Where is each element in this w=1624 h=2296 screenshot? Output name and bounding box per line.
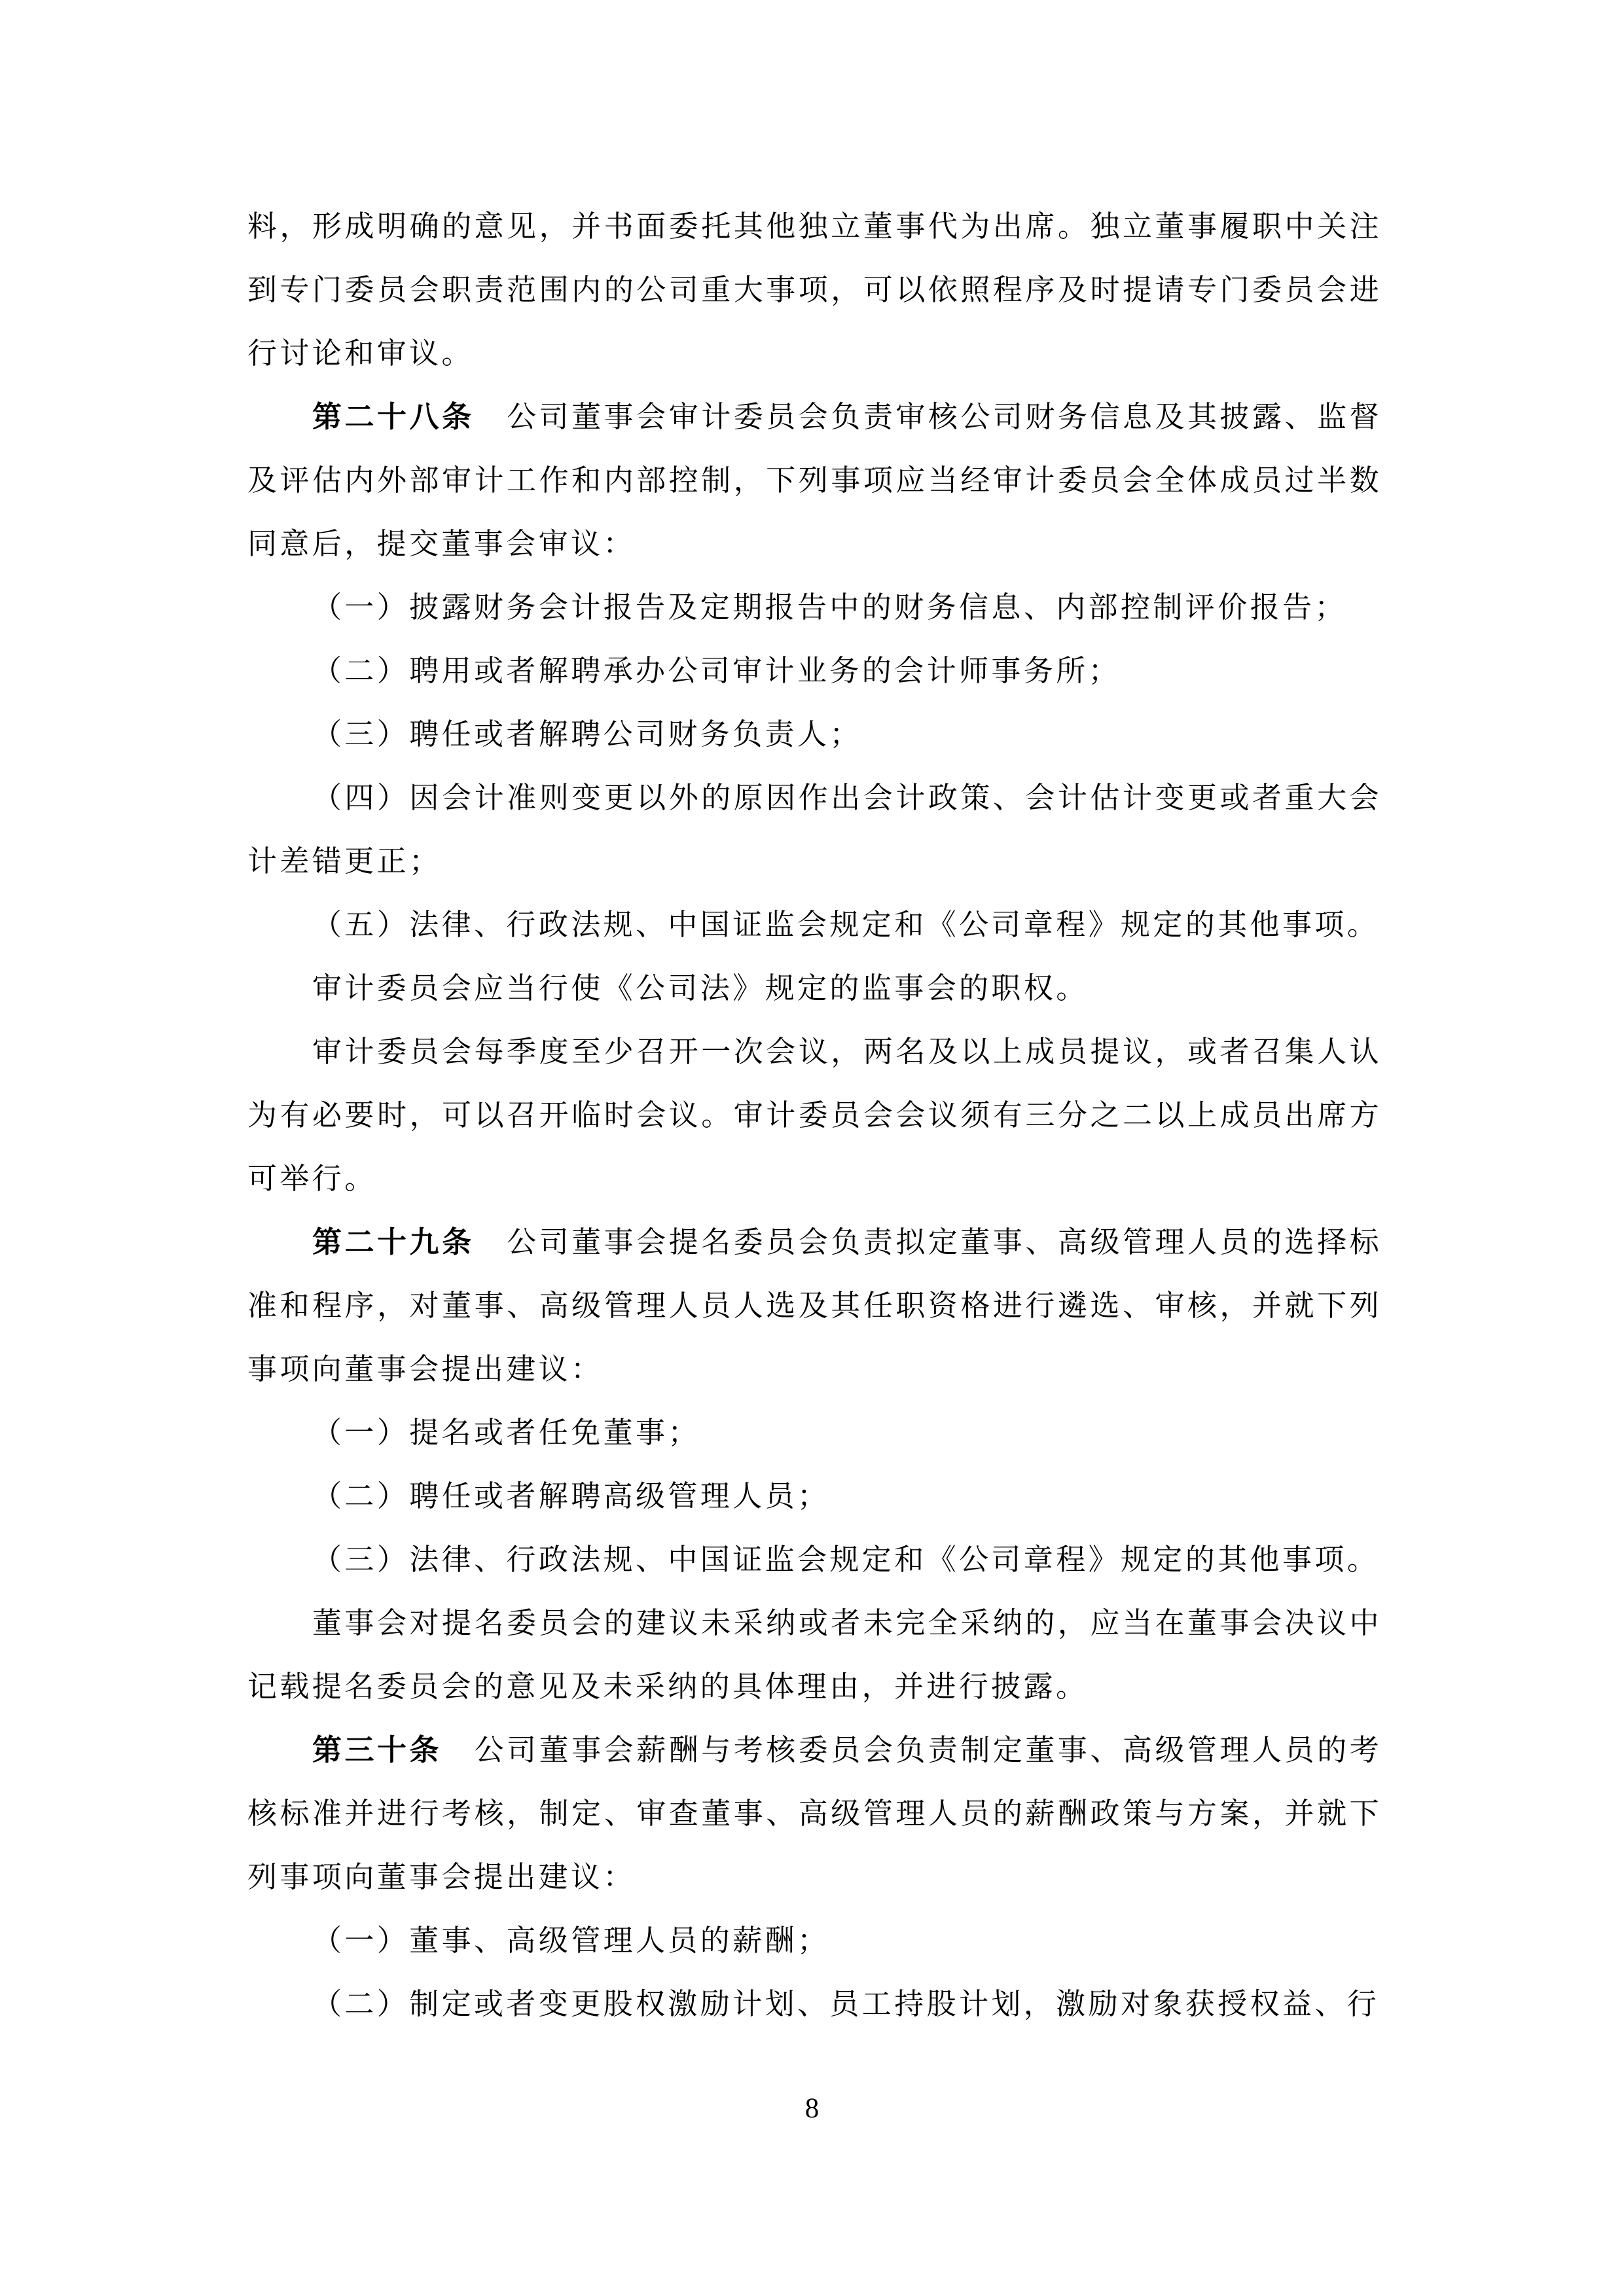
page-number: 8 bbox=[804, 2093, 820, 2124]
paragraph bbox=[247, 1465, 1382, 1528]
article-number-bold: 第三十条 bbox=[312, 1734, 442, 1767]
paragraph-text: 董事会对提名委员会的建议未采纳或者未完全采纳的，应当在董事会决议中记载提名委员会的意见及未采纳的具体理由，并进行披露。 bbox=[247, 1607, 1382, 1703]
paragraph bbox=[247, 1592, 1382, 1719]
paragraph bbox=[247, 893, 1382, 957]
paragraph-text: 公司董事会薪酬与考核委员会负责制定董事、高级管理人员的考核标准并进行考核，制定、审查董事、高级管理人员的薪酬政策与方案，并就下列事项向董事会提出建议： bbox=[247, 1734, 1382, 1893]
paragraph-text: （二）聘任或者解聘高级管理人员； bbox=[312, 1480, 830, 1513]
paragraph bbox=[247, 957, 1382, 1020]
paragraph bbox=[247, 1020, 1382, 1211]
paragraph-text: 料，形成明确的意见，并书面委托其他独立董事代为出席。独立董事履职中关注到专门委员会职责范围内的公司重大事项，可以依照程序及时提请专门委员会进行讨论和审议。 bbox=[247, 210, 1382, 370]
article-number-bold: 第二十八条 bbox=[312, 401, 475, 433]
paragraph-text: 公司董事会提名委员会负责拟定董事、高级管理人员的选择标准和程序，对董事、高级管理人员人选及其任职资格进行遴选、审核，并就下列事项向董事会提出建议： bbox=[247, 1226, 1382, 1386]
page-footer bbox=[0, 2089, 1624, 2128]
paragraph bbox=[247, 1211, 1382, 1401]
paragraph bbox=[247, 1909, 1382, 1973]
paragraph bbox=[247, 195, 1382, 386]
paragraph-text: （一）董事、高级管理人员的薪酬； bbox=[312, 1924, 830, 1957]
paragraph-text: 审计委员会每季度至少召开一次会议，两名及以上成员提议，或者召集人认为有必要时，可以召开临时会议。审计委员会会议须有三分之二以上成员出席方可举行。 bbox=[247, 1035, 1382, 1195]
paragraph bbox=[247, 703, 1382, 766]
paragraph-text: （四）因会计准则变更以外的原因作出会计政策、会计估计变更或者重大会计差错更正； bbox=[247, 781, 1382, 878]
paragraph bbox=[247, 576, 1382, 639]
article-number-bold: 第二十九条 bbox=[312, 1226, 475, 1259]
paragraph-text: 审计委员会应当行使《公司法》规定的监事会的职权。 bbox=[312, 972, 1089, 1005]
paragraph bbox=[247, 639, 1382, 703]
paragraph bbox=[247, 1719, 1382, 1909]
paragraph-text: （三）法律、行政法规、中国证监会规定和《公司章程》规定的其他事项。 bbox=[312, 1543, 1380, 1576]
paragraph bbox=[247, 766, 1382, 893]
paragraph-text: （二）制定或者变更股权激励计划、员工持股计划，激励对象获授权益、行 bbox=[312, 1988, 1380, 2020]
paragraph-text: （三）聘任或者解聘公司财务负责人； bbox=[312, 718, 862, 751]
paragraph-text: （一）披露财务会计报告及定期报告中的财务信息、内部控制评价报告； bbox=[312, 591, 1347, 624]
paragraph-text: （一）提名或者任免董事； bbox=[312, 1416, 700, 1449]
paragraph bbox=[247, 1401, 1382, 1465]
paragraph bbox=[247, 1973, 1382, 2036]
paragraph-text: 公司董事会审计委员会负责审核公司财务信息及其披露、监督及评估内外部审计工作和内部控制，下列事项应当经审计委员会全体成员过半数同意后，提交董事会审议： bbox=[247, 401, 1382, 560]
paragraph-text: （二）聘用或者解聘承办公司审计业务的会计师事务所； bbox=[312, 655, 1121, 687]
text-block bbox=[247, 195, 1382, 2036]
paragraph bbox=[247, 386, 1382, 576]
paragraph bbox=[247, 1528, 1382, 1592]
paragraph-text: （五）法律、行政法规、中国证监会规定和《公司章程》规定的其他事项。 bbox=[312, 908, 1380, 941]
